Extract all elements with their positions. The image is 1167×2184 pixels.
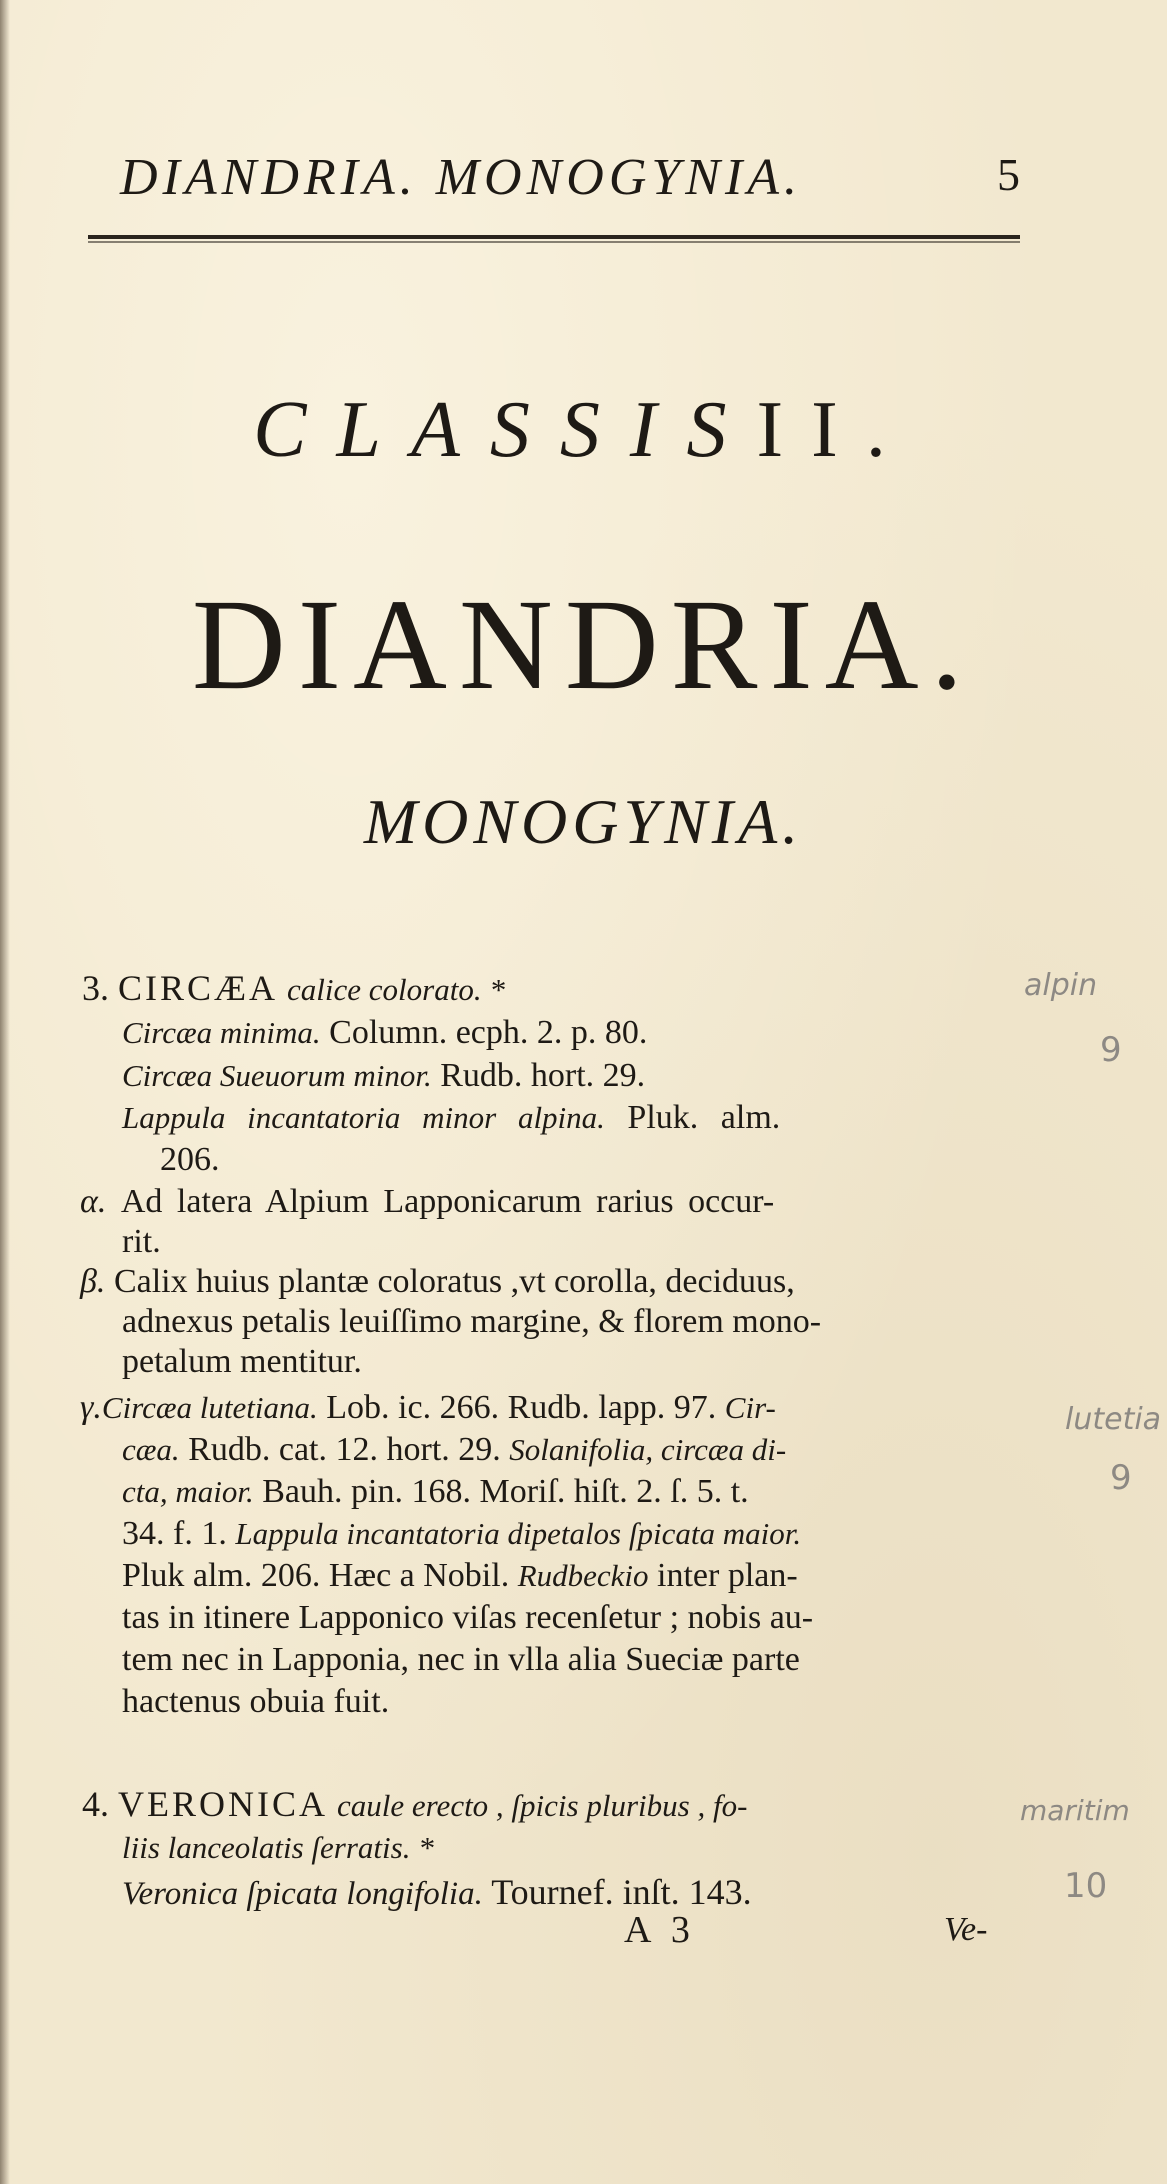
synonym-continuation: 206. [160, 1141, 220, 1178]
variety-beta-line: petalum mentitur. [122, 1343, 362, 1380]
page-gutter-shadow [0, 0, 10, 2184]
diagnosis: caule erecto , ſpicis pluribus , fo- [337, 1788, 748, 1823]
variety-beta: β. Calix huius plantæ coloratus ,vt corolla, deciduus, [80, 1263, 795, 1300]
signature-mark: A 3 [624, 1909, 696, 1951]
variety-gamma-line: 34. f. 1. Lappula incantatoria dipetalos ſpicata maior. [122, 1515, 802, 1552]
variety-gamma-line: Pluk alm. 206. Hæc a Nobil. Rudbeckio inter plan- [122, 1557, 798, 1594]
head-rule [88, 235, 1020, 239]
variety-gamma-line: cta, maior. Bauh. pin. 168. Moriſ. hiſt. 2. ſ. 5. t. [122, 1473, 749, 1510]
variety-alpha-cont: rit. [122, 1223, 161, 1260]
classis-word: CLASSIS [253, 386, 757, 474]
entry-3-heading [82, 968, 505, 1010]
order-heading: MONOGYNIA. [363, 786, 804, 857]
variety-gamma-line: cæa. Rudb. cat. 12. hort. 29. Solanifolia, circæa di- [122, 1431, 787, 1468]
variety-gamma-line: tas in itinere Lapponico viſas recenſetur ; nobis au- [122, 1599, 814, 1636]
margin-note: 9 [1100, 1030, 1122, 1070]
genus-name: CIRCÆA [118, 968, 279, 1008]
variety-gamma: γ.Circæa lutetiana. Lob. ic. 266. Rudb. lapp. 97. Cir- [80, 1389, 776, 1426]
genus-name: VERONICA [118, 1784, 328, 1824]
synonym-line: Circæa Sueuorum minor. Rudb. hort. 29. [122, 1057, 646, 1094]
margin-note: 10 [1064, 1866, 1108, 1906]
synonym-line: Veronica ſpicata longifolia. Tournef. inſt. 143. [122, 1872, 752, 1912]
classis-numeral: II. [756, 386, 914, 474]
margin-note: alpin [1024, 968, 1098, 1003]
synonym-line: Circæa minima. Column. ecph. 2. p. 80. [122, 1014, 648, 1051]
catchword: Ve- [944, 1911, 988, 1948]
page-number: 5 [997, 149, 1025, 200]
entry-number: 4. [82, 1784, 109, 1824]
margin-note: 9 [1110, 1458, 1132, 1498]
synonym-line: Lappula incantatoria minor alpina. Pluk. alm. [122, 1099, 781, 1136]
head-rule-secondary [88, 241, 1020, 243]
variety-gamma-line: tem nec in Lapponia, nec in vlla alia Sueciæ parte [122, 1641, 800, 1678]
running-head-title: DIANDRIA. MONOGYNIA. [120, 149, 803, 206]
entry-4-heading [82, 1784, 747, 1826]
variety-alpha: α. Ad latera Alpium Lapponicarum rarius occur- [80, 1183, 775, 1220]
diagnosis: calice colorato. * [287, 972, 505, 1007]
variety-beta-line: adnexus petalis leuiſſimo margine, & florem mono- [122, 1303, 822, 1340]
running-head [120, 148, 1025, 207]
diagnosis-continuation: liis lanceolatis ſerratis. * [122, 1830, 434, 1865]
margin-note: maritim [1020, 1794, 1130, 1827]
entry-number: 3. [82, 968, 109, 1008]
classis-heading [0, 385, 1167, 476]
class-name-heading: DIANDRIA. [191, 573, 976, 717]
variety-gamma-line: hactenus obuia fuit. [122, 1683, 390, 1720]
margin-note: lutetia [1065, 1402, 1162, 1437]
